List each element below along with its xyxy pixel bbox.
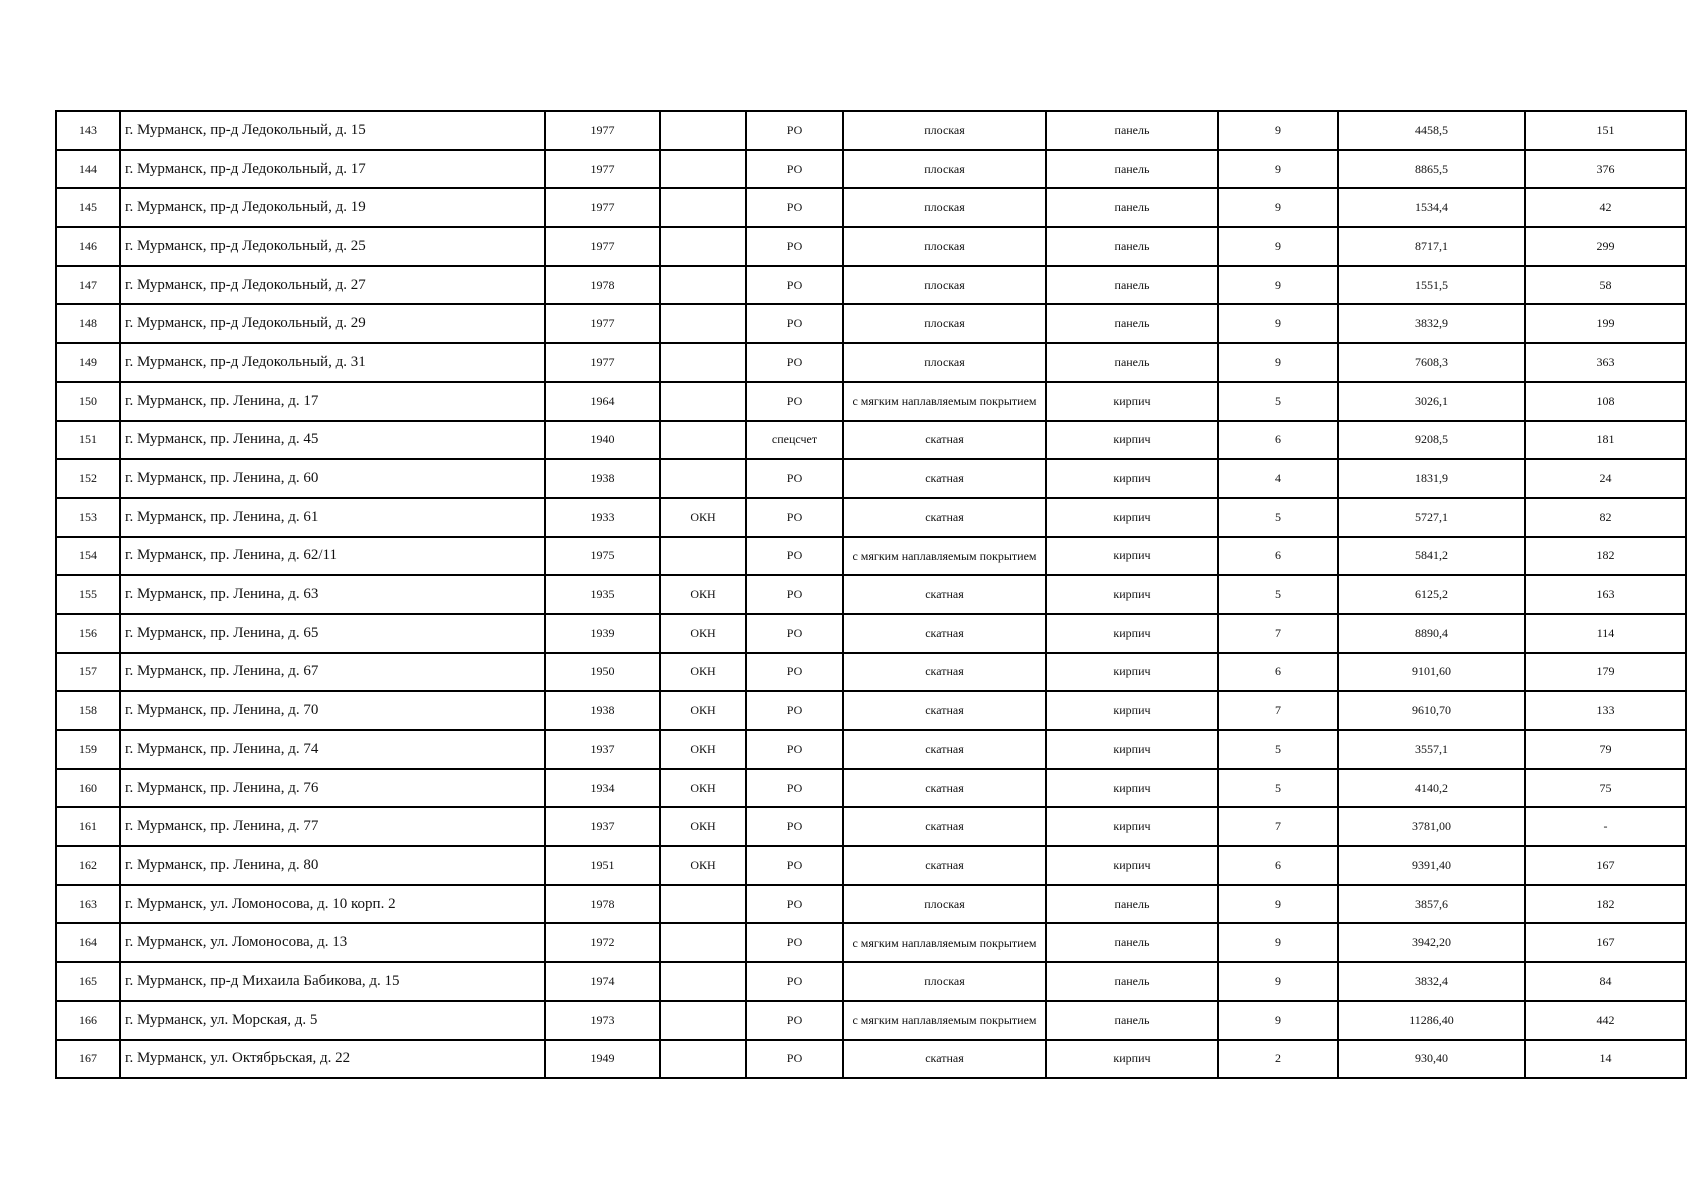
address-cell: г. Мурманск, пр. Ленина, д. 77	[120, 807, 545, 846]
address-cell: г. Мурманск, пр-д Ледокольный, д. 15	[120, 111, 545, 150]
area-cell: 3857,6	[1338, 885, 1525, 924]
roof-type-cell: плоская	[843, 111, 1046, 150]
row-number: 157	[56, 653, 120, 692]
row-number: 160	[56, 769, 120, 808]
heritage-cell	[660, 421, 746, 460]
residents-cell: 75	[1525, 769, 1686, 808]
residents-cell: 151	[1525, 111, 1686, 150]
year-built-cell: 1977	[545, 304, 660, 343]
year-built-cell: 1937	[545, 807, 660, 846]
row-number: 163	[56, 885, 120, 924]
address-cell: г. Мурманск, пр. Ленина, д. 63	[120, 575, 545, 614]
floors-cell: 6	[1218, 846, 1338, 885]
address-cell: г. Мурманск, пр. Ленина, д. 45	[120, 421, 545, 460]
row-number: 152	[56, 459, 120, 498]
roof-type-cell: скатная	[843, 691, 1046, 730]
row-number: 162	[56, 846, 120, 885]
year-built-cell: 1978	[545, 885, 660, 924]
roof-type-cell: плоская	[843, 150, 1046, 189]
table-row	[56, 304, 1686, 343]
account-type-cell: РО	[746, 807, 843, 846]
floors-cell: 7	[1218, 691, 1338, 730]
heritage-cell	[660, 188, 746, 227]
area-cell: 7608,3	[1338, 343, 1525, 382]
floors-cell: 2	[1218, 1040, 1338, 1079]
year-built-cell: 1975	[545, 537, 660, 576]
residents-cell: 163	[1525, 575, 1686, 614]
residents-cell: 133	[1525, 691, 1686, 730]
account-type-cell: РО	[746, 537, 843, 576]
row-number: 147	[56, 266, 120, 305]
area-cell: 8890,4	[1338, 614, 1525, 653]
roof-type-cell: с мягким наплавляемым покрытием	[843, 923, 1046, 962]
residents-cell: 167	[1525, 923, 1686, 962]
year-built-cell: 1934	[545, 769, 660, 808]
row-number: 167	[56, 1040, 120, 1079]
table-row	[56, 150, 1686, 189]
year-built-cell: 1939	[545, 614, 660, 653]
heritage-cell: ОКН	[660, 653, 746, 692]
heritage-cell	[660, 923, 746, 962]
table-row	[56, 614, 1686, 653]
roof-type-cell: скатная	[843, 421, 1046, 460]
year-built-cell: 1973	[545, 1001, 660, 1040]
account-type-cell: РО	[746, 653, 843, 692]
account-type-cell: РО	[746, 227, 843, 266]
table-row	[56, 962, 1686, 1001]
roof-type-cell: плоская	[843, 962, 1046, 1001]
residents-cell: 181	[1525, 421, 1686, 460]
wall-material-cell: панель	[1046, 885, 1218, 924]
wall-material-cell: панель	[1046, 343, 1218, 382]
row-number: 154	[56, 537, 120, 576]
heritage-cell: ОКН	[660, 769, 746, 808]
floors-cell: 6	[1218, 421, 1338, 460]
heritage-cell: ОКН	[660, 498, 746, 537]
address-cell: г. Мурманск, пр. Ленина, д. 65	[120, 614, 545, 653]
account-type-cell: РО	[746, 343, 843, 382]
account-type-cell: РО	[746, 304, 843, 343]
address-cell: г. Мурманск, ул. Ломоносова, д. 10 корп. 2	[120, 885, 545, 924]
heritage-cell	[660, 962, 746, 1001]
wall-material-cell: кирпич	[1046, 1040, 1218, 1079]
account-type-cell: РО	[746, 266, 843, 305]
row-number: 144	[56, 150, 120, 189]
wall-material-cell: кирпич	[1046, 846, 1218, 885]
residents-cell: 58	[1525, 266, 1686, 305]
wall-material-cell: кирпич	[1046, 498, 1218, 537]
table-row	[56, 653, 1686, 692]
year-built-cell: 1972	[545, 923, 660, 962]
row-number: 158	[56, 691, 120, 730]
heritage-cell	[660, 150, 746, 189]
floors-cell: 5	[1218, 382, 1338, 421]
roof-type-cell: с мягким наплавляемым покрытием	[843, 382, 1046, 421]
account-type-cell: РО	[746, 575, 843, 614]
table-row	[56, 1040, 1686, 1079]
wall-material-cell: кирпич	[1046, 459, 1218, 498]
table-row	[56, 111, 1686, 150]
area-cell: 6125,2	[1338, 575, 1525, 614]
table-row	[56, 537, 1686, 576]
address-cell: г. Мурманск, пр-д Ледокольный, д. 17	[120, 150, 545, 189]
address-cell: г. Мурманск, пр. Ленина, д. 67	[120, 653, 545, 692]
area-cell: 3832,9	[1338, 304, 1525, 343]
account-type-cell: РО	[746, 1040, 843, 1079]
floors-cell: 4	[1218, 459, 1338, 498]
account-type-cell: РО	[746, 691, 843, 730]
account-type-cell: РО	[746, 846, 843, 885]
year-built-cell: 1978	[545, 266, 660, 305]
residents-cell: 167	[1525, 846, 1686, 885]
wall-material-cell: кирпич	[1046, 614, 1218, 653]
floors-cell: 5	[1218, 498, 1338, 537]
floors-cell: 9	[1218, 111, 1338, 150]
wall-material-cell: панель	[1046, 188, 1218, 227]
floors-cell: 5	[1218, 730, 1338, 769]
account-type-cell: РО	[746, 188, 843, 227]
heritage-cell: ОКН	[660, 807, 746, 846]
area-cell: 1551,5	[1338, 266, 1525, 305]
roof-type-cell: плоская	[843, 343, 1046, 382]
heritage-cell	[660, 227, 746, 266]
area-cell: 1534,4	[1338, 188, 1525, 227]
heritage-cell	[660, 343, 746, 382]
wall-material-cell: кирпич	[1046, 537, 1218, 576]
account-type-cell: РО	[746, 1001, 843, 1040]
table-row	[56, 266, 1686, 305]
heritage-cell: ОКН	[660, 846, 746, 885]
table-row	[56, 459, 1686, 498]
table-row	[56, 1001, 1686, 1040]
roof-type-cell: скатная	[843, 459, 1046, 498]
account-type-cell: РО	[746, 459, 843, 498]
address-cell: г. Мурманск, пр. Ленина, д. 70	[120, 691, 545, 730]
year-built-cell: 1974	[545, 962, 660, 1001]
area-cell: 8717,1	[1338, 227, 1525, 266]
address-cell: г. Мурманск, пр. Ленина, д. 62/11	[120, 537, 545, 576]
area-cell: 1831,9	[1338, 459, 1525, 498]
wall-material-cell: панель	[1046, 923, 1218, 962]
year-built-cell: 1950	[545, 653, 660, 692]
floors-cell: 9	[1218, 1001, 1338, 1040]
residents-cell: 14	[1525, 1040, 1686, 1079]
row-number: 156	[56, 614, 120, 653]
row-number: 155	[56, 575, 120, 614]
area-cell: 9391,40	[1338, 846, 1525, 885]
row-number: 161	[56, 807, 120, 846]
address-cell: г. Мурманск, пр-д Ледокольный, д. 25	[120, 227, 545, 266]
area-cell: 9101,60	[1338, 653, 1525, 692]
address-cell: г. Мурманск, пр-д Михаила Бабикова, д. 15	[120, 962, 545, 1001]
area-cell: 3557,1	[1338, 730, 1525, 769]
address-cell: г. Мурманск, пр-д Ледокольный, д. 19	[120, 188, 545, 227]
roof-type-cell: скатная	[843, 498, 1046, 537]
wall-material-cell: панель	[1046, 962, 1218, 1001]
heritage-cell	[660, 266, 746, 305]
table-row	[56, 846, 1686, 885]
roof-type-cell: плоская	[843, 266, 1046, 305]
residents-cell: -	[1525, 807, 1686, 846]
roof-type-cell: плоская	[843, 885, 1046, 924]
residents-cell: 82	[1525, 498, 1686, 537]
row-number: 159	[56, 730, 120, 769]
wall-material-cell: панель	[1046, 304, 1218, 343]
area-cell: 3942,20	[1338, 923, 1525, 962]
residents-cell: 179	[1525, 653, 1686, 692]
address-cell: г. Мурманск, пр. Ленина, д. 80	[120, 846, 545, 885]
row-number: 153	[56, 498, 120, 537]
area-cell: 9208,5	[1338, 421, 1525, 460]
roof-type-cell: плоская	[843, 227, 1046, 266]
address-cell: г. Мурманск, пр. Ленина, д. 61	[120, 498, 545, 537]
wall-material-cell: кирпич	[1046, 382, 1218, 421]
address-cell: г. Мурманск, ул. Октябрьская, д. 22	[120, 1040, 545, 1079]
area-cell: 3026,1	[1338, 382, 1525, 421]
year-built-cell: 1938	[545, 459, 660, 498]
year-built-cell: 1977	[545, 150, 660, 189]
wall-material-cell: кирпич	[1046, 769, 1218, 808]
address-cell: г. Мурманск, пр. Ленина, д. 76	[120, 769, 545, 808]
table-row	[56, 769, 1686, 808]
account-type-cell: РО	[746, 382, 843, 421]
roof-type-cell: скатная	[843, 846, 1046, 885]
address-cell: г. Мурманск, ул. Морская, д. 5	[120, 1001, 545, 1040]
year-built-cell: 1977	[545, 227, 660, 266]
floors-cell: 9	[1218, 227, 1338, 266]
heritage-cell	[660, 459, 746, 498]
residents-cell: 376	[1525, 150, 1686, 189]
area-cell: 8865,5	[1338, 150, 1525, 189]
floors-cell: 6	[1218, 653, 1338, 692]
table-row	[56, 807, 1686, 846]
table-row	[56, 691, 1686, 730]
area-cell: 5727,1	[1338, 498, 1525, 537]
row-number: 166	[56, 1001, 120, 1040]
row-number: 151	[56, 421, 120, 460]
roof-type-cell: плоская	[843, 188, 1046, 227]
floors-cell: 9	[1218, 885, 1338, 924]
row-number: 149	[56, 343, 120, 382]
account-type-cell: РО	[746, 111, 843, 150]
roof-type-cell: с мягким наплавляемым покрытием	[843, 537, 1046, 576]
year-built-cell: 1964	[545, 382, 660, 421]
area-cell: 930,40	[1338, 1040, 1525, 1079]
heritage-cell	[660, 382, 746, 421]
heritage-cell: ОКН	[660, 614, 746, 653]
row-number: 145	[56, 188, 120, 227]
roof-type-cell: скатная	[843, 769, 1046, 808]
table-row	[56, 885, 1686, 924]
year-built-cell: 1949	[545, 1040, 660, 1079]
floors-cell: 9	[1218, 188, 1338, 227]
residents-cell: 182	[1525, 537, 1686, 576]
year-built-cell: 1977	[545, 188, 660, 227]
floors-cell: 6	[1218, 537, 1338, 576]
roof-type-cell: плоская	[843, 304, 1046, 343]
wall-material-cell: панель	[1046, 1001, 1218, 1040]
wall-material-cell: панель	[1046, 111, 1218, 150]
residents-cell: 199	[1525, 304, 1686, 343]
wall-material-cell: панель	[1046, 227, 1218, 266]
wall-material-cell: кирпич	[1046, 691, 1218, 730]
table-row	[56, 343, 1686, 382]
wall-material-cell: кирпич	[1046, 807, 1218, 846]
residents-cell: 182	[1525, 885, 1686, 924]
residents-cell: 42	[1525, 188, 1686, 227]
roof-type-cell: скатная	[843, 653, 1046, 692]
table-row	[56, 382, 1686, 421]
account-type-cell: РО	[746, 923, 843, 962]
floors-cell: 9	[1218, 923, 1338, 962]
year-built-cell: 1977	[545, 111, 660, 150]
year-built-cell: 1933	[545, 498, 660, 537]
heritage-cell	[660, 537, 746, 576]
heritage-cell: ОКН	[660, 691, 746, 730]
floors-cell: 9	[1218, 962, 1338, 1001]
floors-cell: 9	[1218, 343, 1338, 382]
floors-cell: 9	[1218, 266, 1338, 305]
heritage-cell: ОКН	[660, 730, 746, 769]
address-cell: г. Мурманск, пр-д Ледокольный, д. 31	[120, 343, 545, 382]
account-type-cell: РО	[746, 150, 843, 189]
residents-cell: 442	[1525, 1001, 1686, 1040]
heritage-cell: ОКН	[660, 575, 746, 614]
row-number: 165	[56, 962, 120, 1001]
row-number: 148	[56, 304, 120, 343]
area-cell: 4140,2	[1338, 769, 1525, 808]
roof-type-cell: скатная	[843, 807, 1046, 846]
table-row	[56, 730, 1686, 769]
heritage-cell	[660, 1001, 746, 1040]
residents-cell: 114	[1525, 614, 1686, 653]
area-cell: 11286,40	[1338, 1001, 1525, 1040]
roof-type-cell: скатная	[843, 1040, 1046, 1079]
wall-material-cell: кирпич	[1046, 575, 1218, 614]
table-row	[56, 188, 1686, 227]
table-body	[56, 111, 1686, 1078]
row-number: 164	[56, 923, 120, 962]
roof-type-cell: скатная	[843, 575, 1046, 614]
area-cell: 5841,2	[1338, 537, 1525, 576]
heritage-cell	[660, 111, 746, 150]
residents-cell: 84	[1525, 962, 1686, 1001]
residents-cell: 108	[1525, 382, 1686, 421]
heritage-cell	[660, 885, 746, 924]
wall-material-cell: панель	[1046, 266, 1218, 305]
account-type-cell: спецсчет	[746, 421, 843, 460]
area-cell: 4458,5	[1338, 111, 1525, 150]
year-built-cell: 1935	[545, 575, 660, 614]
year-built-cell: 1977	[545, 343, 660, 382]
year-built-cell: 1938	[545, 691, 660, 730]
account-type-cell: РО	[746, 730, 843, 769]
row-number: 143	[56, 111, 120, 150]
wall-material-cell: кирпич	[1046, 730, 1218, 769]
housing-table	[55, 110, 1687, 1079]
address-cell: г. Мурманск, пр-д Ледокольный, д. 27	[120, 266, 545, 305]
address-cell: г. Мурманск, пр. Ленина, д. 60	[120, 459, 545, 498]
residents-cell: 299	[1525, 227, 1686, 266]
year-built-cell: 1940	[545, 421, 660, 460]
table-row	[56, 923, 1686, 962]
address-cell: г. Мурманск, ул. Ломоносова, д. 13	[120, 923, 545, 962]
table-row	[56, 575, 1686, 614]
table-row	[56, 498, 1686, 537]
floors-cell: 5	[1218, 769, 1338, 808]
year-built-cell: 1937	[545, 730, 660, 769]
heritage-cell	[660, 304, 746, 343]
floors-cell: 9	[1218, 150, 1338, 189]
floors-cell: 9	[1218, 304, 1338, 343]
wall-material-cell: кирпич	[1046, 653, 1218, 692]
floors-cell: 7	[1218, 807, 1338, 846]
account-type-cell: РО	[746, 614, 843, 653]
address-cell: г. Мурманск, пр. Ленина, д. 74	[120, 730, 545, 769]
address-cell: г. Мурманск, пр-д Ледокольный, д. 29	[120, 304, 545, 343]
account-type-cell: РО	[746, 885, 843, 924]
row-number: 150	[56, 382, 120, 421]
wall-material-cell: панель	[1046, 150, 1218, 189]
document-page	[55, 110, 1685, 1079]
area-cell: 3781,00	[1338, 807, 1525, 846]
residents-cell: 363	[1525, 343, 1686, 382]
area-cell: 9610,70	[1338, 691, 1525, 730]
floors-cell: 5	[1218, 575, 1338, 614]
roof-type-cell: скатная	[843, 614, 1046, 653]
residents-cell: 24	[1525, 459, 1686, 498]
wall-material-cell: кирпич	[1046, 421, 1218, 460]
floors-cell: 7	[1218, 614, 1338, 653]
row-number: 146	[56, 227, 120, 266]
account-type-cell: РО	[746, 769, 843, 808]
roof-type-cell: с мягким наплавляемым покрытием	[843, 1001, 1046, 1040]
area-cell: 3832,4	[1338, 962, 1525, 1001]
roof-type-cell: скатная	[843, 730, 1046, 769]
account-type-cell: РО	[746, 962, 843, 1001]
table-row	[56, 227, 1686, 266]
year-built-cell: 1951	[545, 846, 660, 885]
address-cell: г. Мурманск, пр. Ленина, д. 17	[120, 382, 545, 421]
table-row	[56, 421, 1686, 460]
account-type-cell: РО	[746, 498, 843, 537]
heritage-cell	[660, 1040, 746, 1079]
residents-cell: 79	[1525, 730, 1686, 769]
